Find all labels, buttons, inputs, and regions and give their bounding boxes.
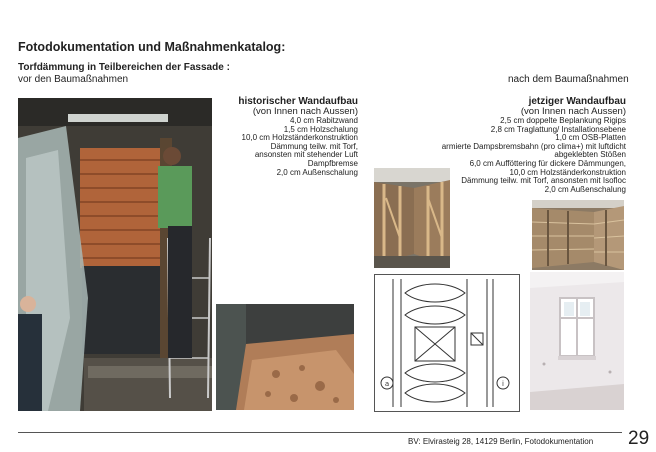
before-label: vor den Baumaßnahmen	[18, 74, 129, 85]
current-line: 2,5 cm doppelte Beplankung Rigips	[500, 116, 626, 125]
historic-line: Dämmung teilw. mit Torf,	[270, 141, 358, 151]
stud-frame-photo	[374, 168, 450, 268]
facade-before-illustration	[18, 98, 212, 411]
current-line: 1,0 cm OSB-Platten	[555, 133, 626, 143]
peat-insulation-illustration	[216, 304, 354, 410]
peat-insulation-photo	[216, 304, 354, 410]
current-wall-spec	[420, 96, 626, 194]
facade-before-photo	[18, 98, 212, 411]
historic-line: 4,0 cm Rabitzwand	[289, 116, 358, 125]
current-line: Dämmung teilw. mit Torf, ansonsten mit Isofloc	[461, 176, 626, 186]
insulation-room-illustration	[532, 200, 624, 270]
wall-section-illustration	[375, 275, 519, 411]
current-subheading: (von Innen nach Aussen)	[520, 106, 626, 117]
section-subtitle: Torfdämmung in Teilbereichen der Fassade :	[18, 62, 230, 73]
finished-room-illustration	[530, 272, 624, 410]
current-line: 2,8 cm Traglattung/ Installationsebene	[490, 124, 626, 134]
historic-line: 10,0 cm Holzständerkonstruktion	[241, 133, 358, 143]
historic-subheading: (von Innen nach Aussen)	[252, 106, 358, 117]
historic-line: ansonsten mit stehender Luft	[254, 150, 358, 160]
current-line: 10,0 cm Holzständerkonstruktion	[509, 167, 626, 177]
sketch-label-inside: i	[502, 380, 504, 388]
current-line: abgeklebten Stößen	[554, 150, 626, 160]
footer-address: BV: Elvirasteig 28, 14129 Berlin, Fotodokumentation	[408, 437, 594, 446]
current-line: armierte Dampsbremsbahn (pro clima+) mit luftdicht	[441, 141, 626, 151]
historic-wall-spec	[206, 96, 358, 177]
historic-line: Dampfbremse	[307, 158, 358, 168]
historic-line: 1,5 cm Holzschalung	[283, 124, 358, 134]
historic-line: 2,0 cm Außenschalung	[276, 167, 358, 177]
sketch-label-outside: a	[384, 380, 390, 388]
page-title: Fotodokumentation und Maßnahmenkatalog:	[18, 40, 286, 54]
finished-room-photo	[530, 272, 624, 410]
historic-heading: historischer Wandaufbau	[238, 96, 358, 107]
wall-section-sketch	[374, 274, 520, 412]
current-line: 6,0 cm Aufföttering für dickere Dämmungen,	[469, 158, 626, 168]
stud-frame-illustration	[374, 168, 450, 268]
footer-divider	[18, 432, 622, 433]
current-heading: jetziger Wandaufbau	[528, 96, 626, 107]
after-label: nach dem Baumaßnahmen	[508, 74, 629, 85]
insulation-room-photo	[532, 200, 624, 270]
page-number: 29	[628, 428, 650, 449]
current-line: 2,0 cm Außenschalung	[544, 184, 626, 194]
